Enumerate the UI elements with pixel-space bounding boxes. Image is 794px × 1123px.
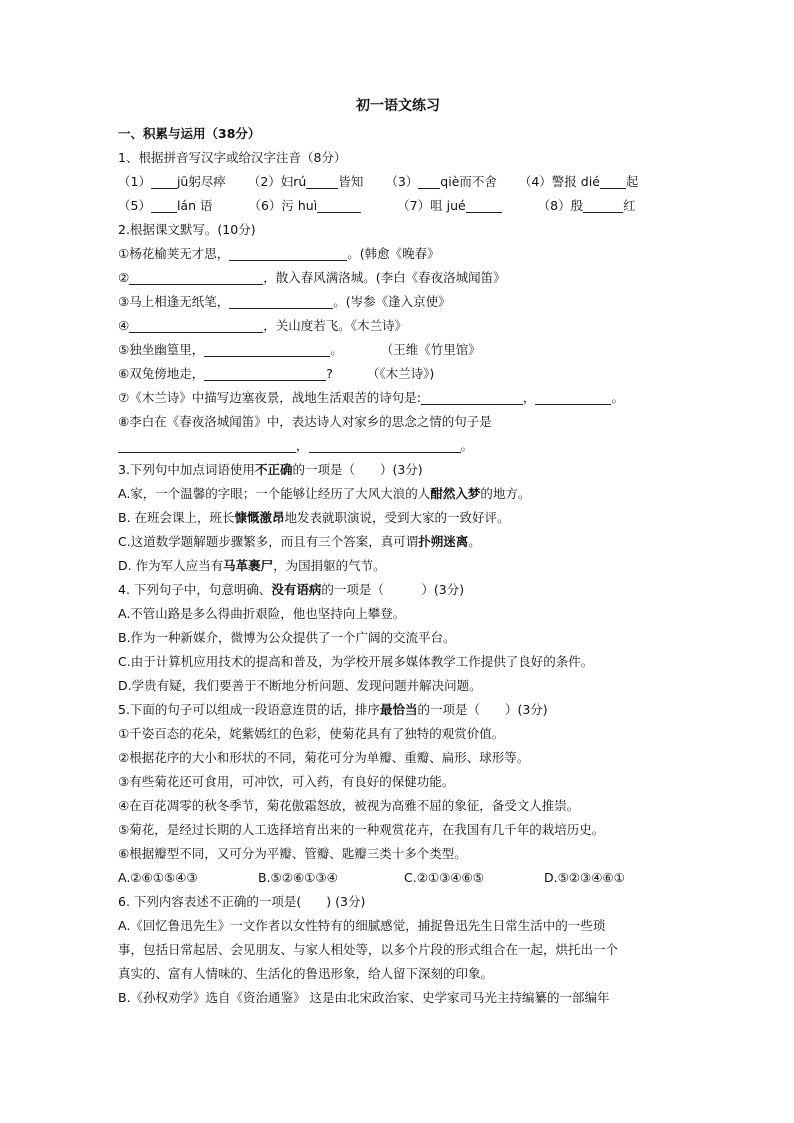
q5-sentence-6: ⑥根据瓣型不同，又可分为平瓣、管瓣、匙瓣三类十多个类型。 bbox=[118, 846, 467, 861]
q3-option-b[interactable] bbox=[118, 506, 678, 530]
q4-option-c[interactable]: C.由于计算机应用技术的提高和普及，为学校开展多媒体教学工作提供了良好的条件。 bbox=[118, 654, 594, 669]
answer-blank[interactable] bbox=[229, 245, 347, 261]
answer-blank[interactable] bbox=[129, 317, 263, 333]
q4-option-a[interactable]: A.不管山路是多么得曲折艰险，他也坚持向上攀登。 bbox=[118, 606, 406, 621]
option-text: 地发表就职演说，受到大家的一致好评。 bbox=[284, 510, 510, 525]
q3-option-a[interactable] bbox=[118, 482, 678, 506]
q2-line-6-punct: ? bbox=[326, 366, 333, 381]
q5-option-c[interactable]: C.②①③④⑥⑤ bbox=[404, 870, 484, 885]
question-4-stem bbox=[118, 578, 678, 602]
answer-blank[interactable] bbox=[466, 197, 502, 213]
q2-line-2 bbox=[118, 266, 678, 290]
q5-option-d[interactable]: D.⑤②③④⑥① bbox=[544, 870, 625, 885]
q6-option-a-line-3: 真实的、富有人情味的、生活化的鲁迅形象，给人留下深刻的印象。 bbox=[118, 966, 494, 981]
q1-item-2-label: （2）妇 bbox=[247, 174, 294, 189]
q1-item-5-text: lán 语 bbox=[176, 198, 213, 213]
q2-line-7-text: ⑦《木兰诗》中描写边塞夜景，战地生活艰苦的诗句是: bbox=[118, 390, 421, 405]
q2-line-6-source: （《木兰诗》) bbox=[366, 366, 435, 381]
answer-blank[interactable] bbox=[317, 197, 361, 213]
q2-line-5-punct: 。 bbox=[330, 342, 343, 357]
q1-item-6-label: （6）污 huì bbox=[248, 198, 318, 213]
q2-line-6 bbox=[118, 362, 678, 386]
q2-line-5-source: （王维《竹里馆》 bbox=[380, 342, 481, 357]
answer-blank[interactable] bbox=[600, 173, 626, 189]
q2-line-8: ⑧李白在《春夜洛城闻笛》中，表达诗人对家乡的思念之情的句子是 bbox=[118, 414, 492, 429]
q2-line-1-source: 。(韩愈《晚春》 bbox=[347, 246, 440, 261]
q1-item-2-pinyin: rú bbox=[293, 174, 307, 189]
question-3-stem bbox=[118, 458, 678, 482]
q5-option-b[interactable]: B.⑤②⑥①③④ bbox=[258, 870, 338, 885]
q5-stem-part: 5.下面的句子可以组成一段语意连贯的话，排序 bbox=[118, 702, 380, 717]
q5-sentence-1: ①千姿百态的花朵，姹紫嫣红的色彩，使菊花具有了独特的观赏价值。 bbox=[118, 726, 505, 741]
q2-line-7-comma: ， bbox=[522, 390, 536, 405]
q2-line-7-period: 。 bbox=[611, 390, 624, 405]
q2-line-4 bbox=[118, 314, 678, 338]
answer-blank[interactable] bbox=[535, 389, 611, 405]
option-emphasis: 马革裹尸 bbox=[223, 558, 274, 573]
q4-stem-part: 4. 下列句子中，句意明确、 bbox=[118, 582, 272, 597]
document-page bbox=[118, 96, 678, 1010]
q5-sentence-4: ④在百花凋零的秋冬季节，菊花傲霜怒放，被视为高雅不屈的象征，备受文人推崇。 bbox=[118, 798, 580, 813]
q5-stem-emphasis: 最恰当 bbox=[379, 702, 418, 717]
q5-sentence-5: ⑤菊花，是经过长期的人工选择培育出来的一种观赏花卉，在我国有几千年的栽培历史。 bbox=[118, 822, 605, 837]
q4-option-d[interactable]: D.学贵有疑，我们要善于不断地分析问题、发现问题并解决问题。 bbox=[118, 678, 482, 693]
q2-line-6-text: ⑥双兔傍地走， bbox=[118, 366, 205, 381]
q2-line-4-source: ，关山度若飞。《木兰诗》 bbox=[263, 318, 407, 333]
option-emphasis: 酣然入梦 bbox=[430, 486, 481, 501]
q2-line-3 bbox=[118, 290, 678, 314]
answer-blank[interactable] bbox=[151, 173, 177, 189]
q2-line-9-comma: ， bbox=[296, 438, 309, 453]
q2-line-9 bbox=[118, 434, 678, 458]
q2-line-4-text: ④ bbox=[118, 318, 130, 333]
question-6-stem: 6. 下列内容表述不正确的一项是( ) (3分) bbox=[118, 894, 366, 909]
answer-blank[interactable] bbox=[418, 173, 440, 189]
q5-option-a[interactable]: A.②⑥①⑤④③ bbox=[118, 870, 198, 885]
q3-option-c[interactable] bbox=[118, 530, 678, 554]
question-1-stem: 1、根据拼音写汉字或给汉字注音（8分） bbox=[118, 150, 347, 165]
answer-blank[interactable] bbox=[129, 269, 263, 285]
page-title: 初一语文练习 bbox=[356, 98, 440, 114]
q6-option-a-line-1[interactable]: A.《回忆鲁迅先生》一文作者以女性特有的细腻感觉，捕捉鲁迅先生日常生活中的一些琐 bbox=[118, 918, 606, 933]
q4-stem-part: 的一项是（ ）(3分) bbox=[321, 582, 465, 597]
q2-line-5 bbox=[118, 338, 678, 362]
option-text: B. 在班会课上，班长 bbox=[118, 510, 235, 525]
answer-blank[interactable] bbox=[583, 197, 623, 213]
option-text: D. 作为军人应当有 bbox=[118, 558, 224, 573]
q1-item-3-label: （3） bbox=[385, 174, 419, 189]
q2-line-3-source: 。(岑参《逢入京使》 bbox=[333, 294, 451, 309]
q2-line-5-text: ⑤独坐幽篁里， bbox=[118, 342, 205, 357]
q2-line-7 bbox=[118, 386, 678, 410]
option-text: A.家，一个温馨的字眼；一个能够让经历了大风大浪的人 bbox=[118, 486, 431, 501]
q1-item-4-label: （4）警报 dié bbox=[518, 174, 600, 189]
q3-stem-part: 3.下列句中加点词语使用 bbox=[118, 462, 255, 477]
q2-line-9-period: 。 bbox=[460, 438, 474, 453]
question-1-row-1 bbox=[118, 170, 678, 194]
q1-item-3-text: qiè而不舍 bbox=[440, 174, 497, 189]
q3-option-d[interactable] bbox=[118, 554, 678, 578]
q1-item-7-label: （7）咀 jué bbox=[397, 198, 466, 213]
question-1-row-2 bbox=[118, 194, 678, 218]
q3-stem-emphasis: 不正确 bbox=[254, 462, 293, 477]
q4-option-b[interactable]: B.作为一种新媒介，微博为公众提供了一个广阔的交流平台。 bbox=[118, 630, 456, 645]
answer-blank[interactable] bbox=[421, 389, 523, 405]
q1-item-1-text: jū躬尽瘁 bbox=[176, 174, 226, 189]
q5-sentence-3: ③有些菊花还可食用，可冲饮，可入药，有良好的保健功能。 bbox=[118, 774, 455, 789]
option-text: 的地方。 bbox=[480, 486, 531, 501]
q1-item-8-text: 红 bbox=[623, 198, 636, 213]
q6-option-a-line-2: 事，包括日常起居、会见朋友、与家人相处等，以多个片段的形式组合在一起，烘托出一个 bbox=[118, 942, 619, 957]
option-emphasis: 慷慨激昂 bbox=[234, 510, 285, 525]
section-heading: 一、积累与运用（38分） bbox=[118, 126, 261, 141]
q6-option-b-line-1[interactable]: B.《孙权劝学》选自《资治通鉴》 这是由北宋政治家、史学家司马光主持编纂的一部编年 bbox=[118, 990, 610, 1005]
q2-line-3-text: ③马上相逢无纸笔， bbox=[118, 294, 230, 309]
q5-stem-part: 的一项是（ ）(3分) bbox=[417, 702, 548, 717]
q1-item-2-text: 皆知 bbox=[338, 174, 364, 189]
question-5-stem bbox=[118, 698, 678, 722]
option-text: ，为国捐躯的气节。 bbox=[273, 558, 386, 573]
option-text: C.这道数学题解题步骤繁多，而且有三个答案，真可谓 bbox=[118, 534, 419, 549]
q4-stem-emphasis: 没有语病 bbox=[271, 582, 322, 597]
answer-blank[interactable] bbox=[229, 293, 333, 309]
q5-options bbox=[118, 866, 678, 890]
q2-line-1 bbox=[118, 242, 678, 266]
question-2-stem: 2.根据课文默写。(10分) bbox=[118, 222, 256, 237]
option-emphasis: 扑朔迷离 bbox=[418, 534, 469, 549]
q1-item-5-label: （5） bbox=[118, 198, 151, 213]
option-text: 。 bbox=[468, 534, 481, 549]
q1-item-4-text: 起 bbox=[625, 174, 639, 189]
answer-blank[interactable] bbox=[306, 173, 338, 189]
answer-blank[interactable] bbox=[204, 341, 330, 357]
q2-line-1-text: ①杨花榆荚无才思， bbox=[118, 246, 230, 261]
q2-line-2-source: ，散入春风满洛城。(李白《春夜洛城闻笛》 bbox=[263, 270, 506, 285]
answer-blank[interactable] bbox=[151, 197, 177, 213]
q1-item-8-label: （8）殷 bbox=[537, 198, 584, 213]
q3-stem-part: 的一项是（ ）(3分) bbox=[292, 462, 423, 477]
q1-item-1-label: （1） bbox=[118, 174, 151, 189]
answer-blank[interactable] bbox=[309, 437, 461, 453]
q5-sentence-2: ②根据花序的大小和形状的不同，菊花可分为单瓣、重瓣、扁形、球形等。 bbox=[118, 750, 530, 765]
answer-blank[interactable] bbox=[118, 437, 296, 453]
q2-line-2-text: ② bbox=[118, 270, 130, 285]
answer-blank[interactable] bbox=[204, 365, 326, 381]
